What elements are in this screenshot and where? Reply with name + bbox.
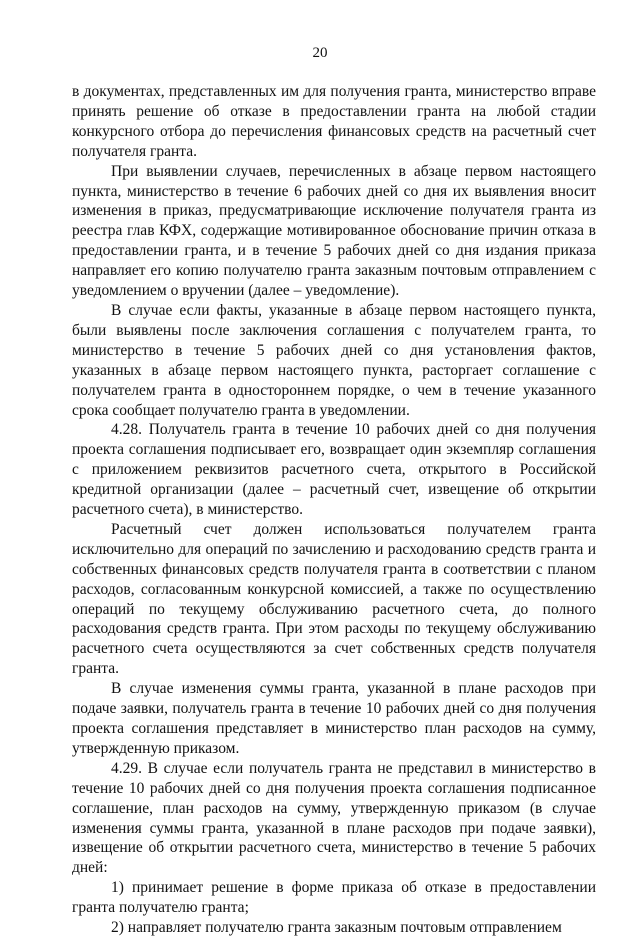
paragraph-1: в документах, представленных им для получения гранта, министерство вправе принять решение об отказе в предоставлении гранта на любой стадии конкурсного отбора до перечисления финансовых средств на расчетный счет получателя гранта. [72, 83, 596, 160]
paragraph-4-28: 4.28. Получатель гранта в течение 10 рабочих дней со дня получения проекта соглашения подписывает его, возвращает один экземпляр соглашения с приложением реквизитов расчетного счета, открытого в Российской кредитной организации (далее – расчетный счет, извещение об открытии расчетного счета), в министерство. [72, 421, 596, 519]
page-number: 20 [312, 45, 328, 61]
paragraph-3: В случае если факты, указанные в абзаце первом настоящего пункта, были выявлены после заключения соглашения с получателем гранта, то министерство в течение 5 рабочих дней со дня установления фактов, указанных в абзаце первом настоящего пункта, расторгает соглашение с получателем гранта в одностороннем порядке, о чем в течение указанного срока сообщает получателю гранта в уведомлении. [72, 301, 596, 419]
paragraph-2: При выявлении случаев, перечисленных в абзаце первом настоящего пункта, министерство в течение 6 рабочих дней со дня их выявления вносит изменения в приказ, предусматривающие исключение получателя гранта из реестра глав КФХ, содержащие мотивированное обоснование причин отказа в предоставлении гранта, и в течение 5 рабочих дней со дня издания приказа направляет его копию получателю гранта заказным почтовым отправлением с уведомлением о вручении (далее – уведомление). [72, 162, 596, 300]
list-item-2: 2) направляет получателю гранта заказным почтовым отправлением [111, 919, 562, 937]
list-item-1: 1) принимает решение в форме приказа об отказе в предоставлении гранта получателю гранта; [72, 879, 596, 917]
paragraph-4-29: 4.29. В случае если получатель гранта не представил в министерство в течение 10 рабочих дней со дня получения проекта соглашения подписанное соглашение, план расходов на сумму, утвержденную приказом (в случае изменения суммы гранта, указанной в плане расходов при подаче заявки), извещение об открытии расчетного счета, министерство в течение 5 рабочих дней: [72, 759, 596, 877]
paragraph-6: В случае изменения суммы гранта, указанной в плане расходов при подаче заявки, получатель гранта в течение 10 рабочих дней со дня получения проекта соглашения представляет в министерство план расходов на сумму, утвержденную приказом. [72, 680, 596, 757]
paragraph-5: Расчетный счет должен использоваться получателем гранта исключительно для операций по зачислению и расходованию средств гранта и собственных финансовых средств получателя гранта в соответствии с планом расходов, согласованным конкурсной комиссией, а также по осуществлению операций по текущему обслуживанию расчетного счета, до полного расходования средств гранта. При этом расходы по текущему обслуживанию расчетного счета осуществляются за счет собственных средств получателя гранта. [72, 520, 596, 678]
document-body [72, 82, 596, 938]
